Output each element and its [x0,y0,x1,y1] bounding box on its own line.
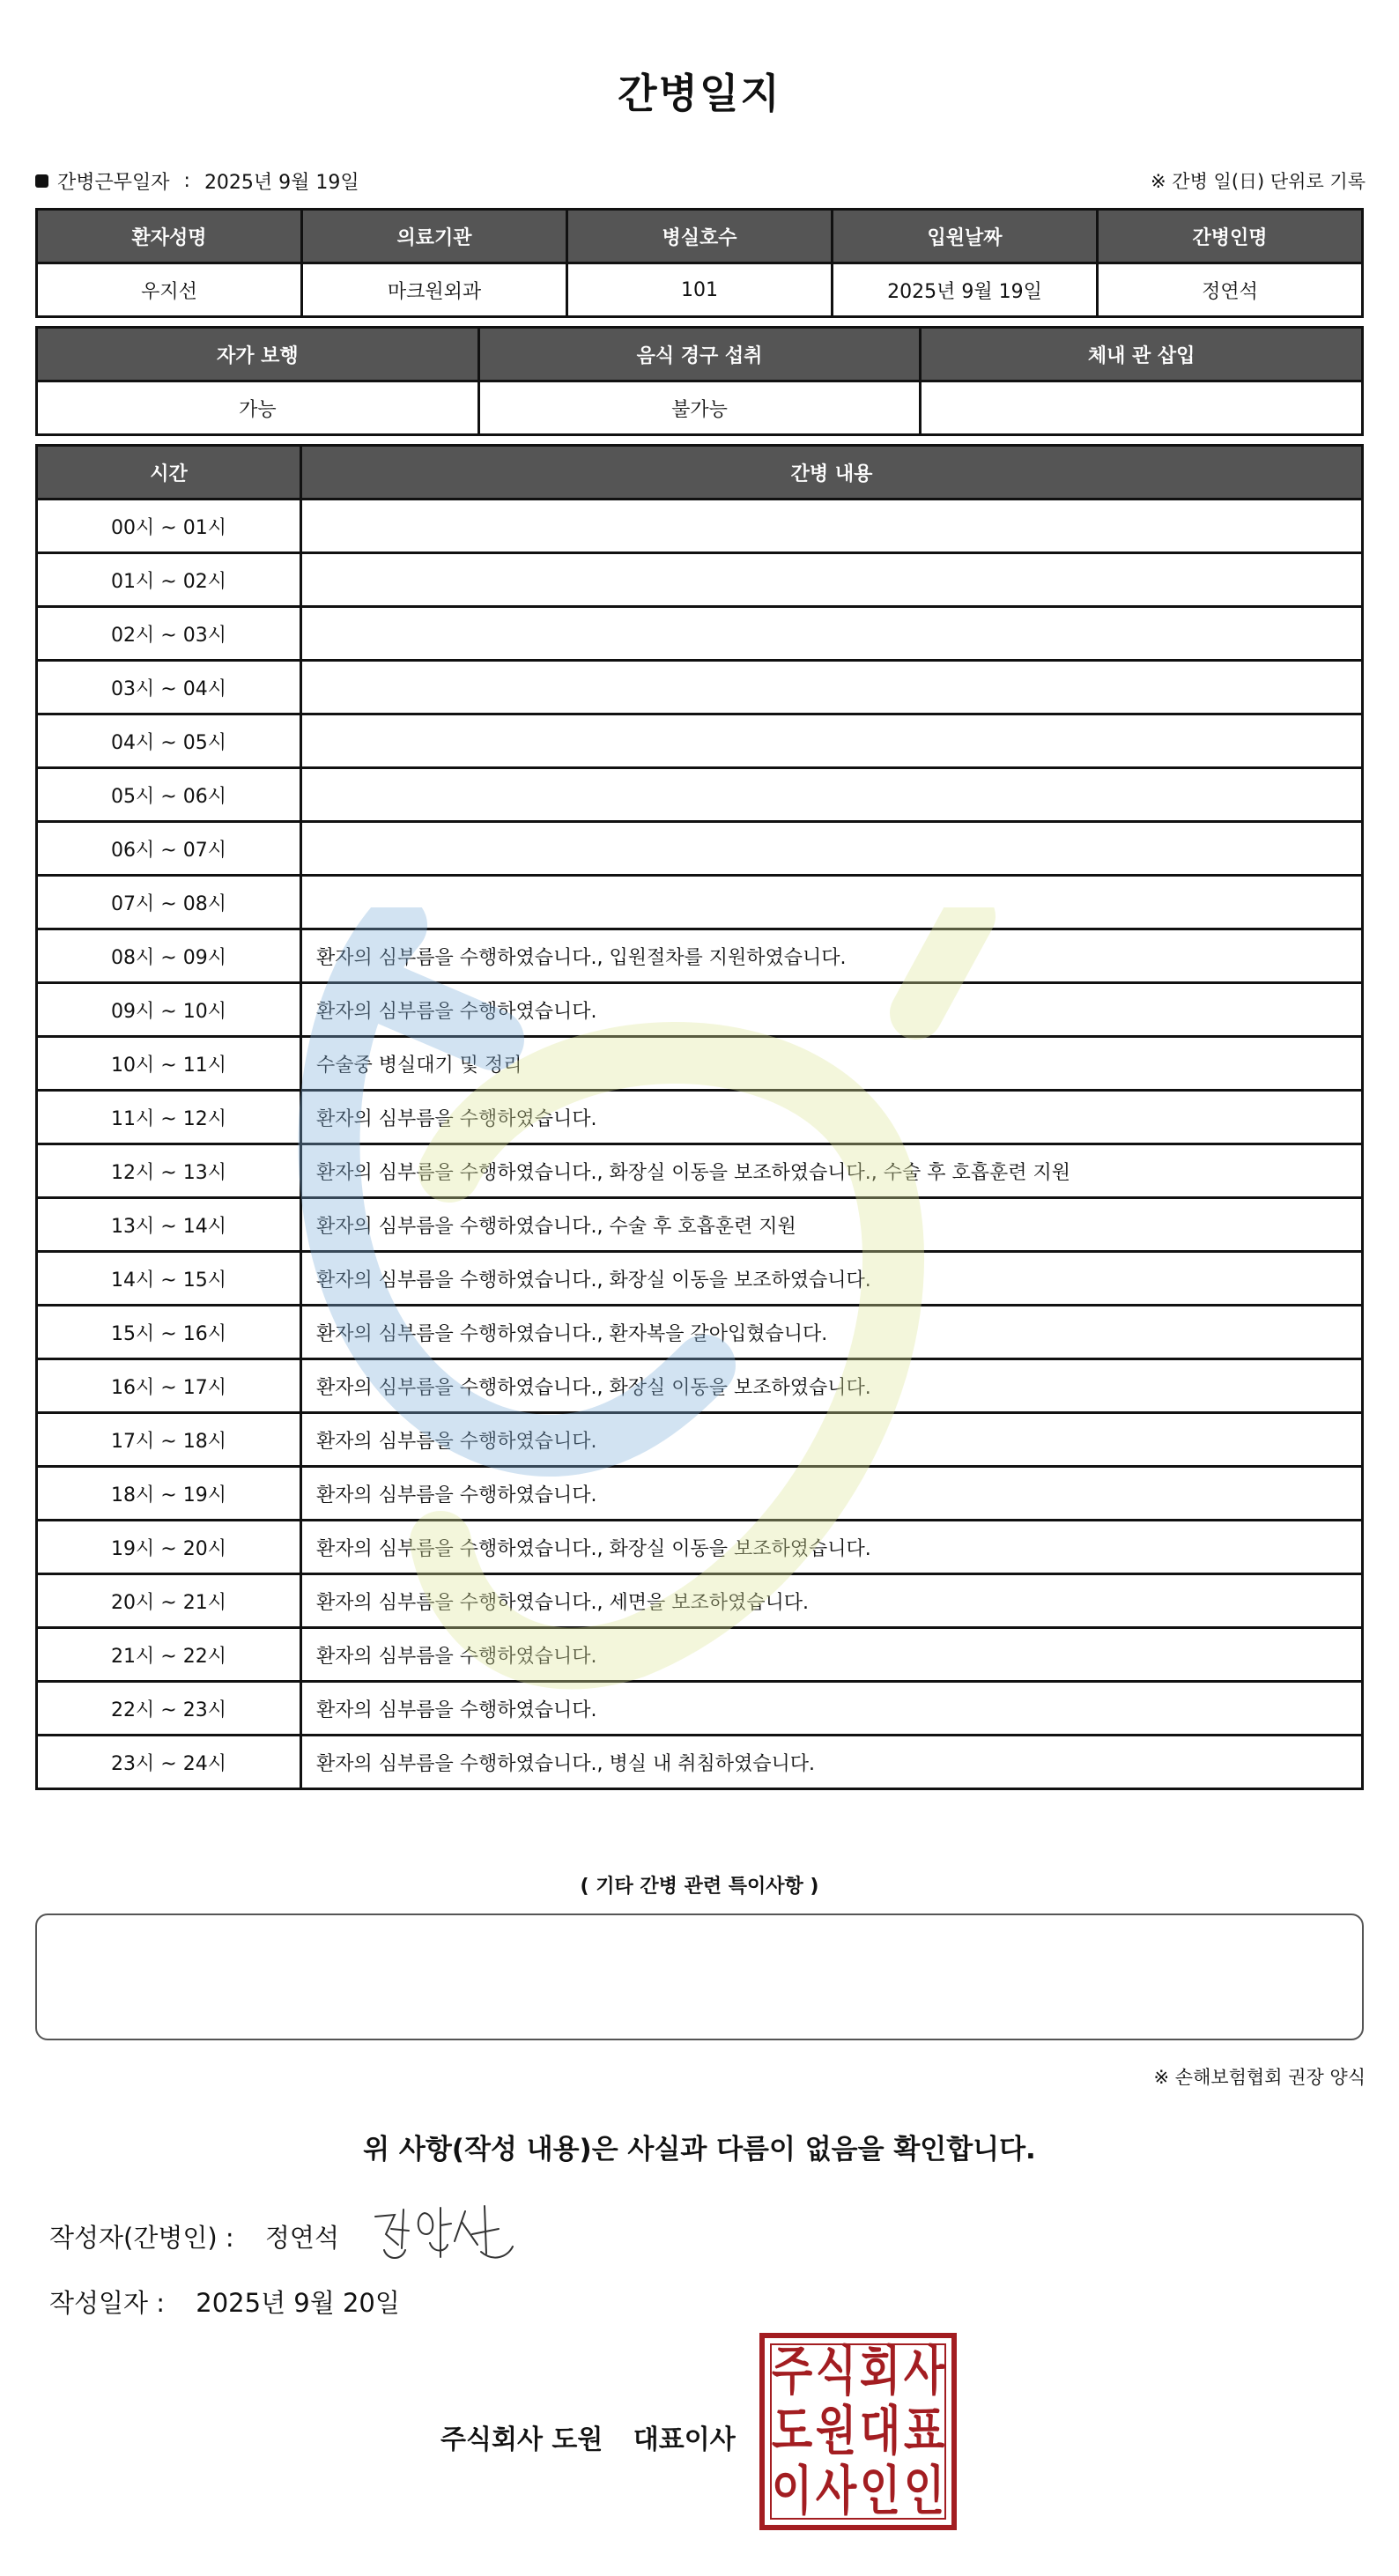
table-row [37,553,1363,607]
content-cell [301,768,1363,822]
content-cell [301,876,1363,929]
write-date-line [49,2284,400,2320]
time-cell: 08시 ~ 09시 [37,929,301,983]
special-notes-title: ( 기타 간병 관련 특이사항 ) [580,1876,819,1898]
table-row [37,768,1363,822]
medical-institution: 마크원외과 [302,263,567,317]
seal-character: 사 [903,2341,945,2402]
write-date-value: 2025년 9월 20일 [196,2288,400,2318]
company-seal-stamp [759,2333,957,2530]
patient-header-cell: 입원날짜 [833,210,1098,263]
patient-header-cell: 의료기관 [302,210,567,263]
patient-status-table [35,326,1364,436]
confirm-statement: 위 사항(작성 내용)은 사실과 다름이 없음을 확인합니다. [363,2134,1036,2165]
special-notes-box [35,1913,1364,2040]
time-cell: 15시 ~ 16시 [37,1306,301,1359]
time-cell: 16시 ~ 17시 [37,1359,301,1413]
patient-value-row [37,263,1363,317]
content-cell: 환자의 심부름을 수행하였습니다., 화장실 이동을 보조하였습니다. [301,1359,1363,1413]
table-row [37,1574,1363,1628]
oral-intake-value: 불가능 [478,381,921,435]
content-cell [301,500,1363,553]
status-header-cell: 음식 경구 섭취 [478,328,921,381]
work-date [35,167,359,195]
patient-header-cell: 간병인명 [1098,210,1363,263]
room-number: 101 [567,263,833,317]
seal-character: 인 [903,2461,945,2522]
table-row [37,1252,1363,1306]
table-row [37,1521,1363,1574]
record-unit-note: ※ 간병 일(日) 단위로 기록 [1151,171,1366,192]
tube-insertion-value [921,381,1363,435]
status-header-cell: 자가 보행 [37,328,479,381]
patient-header-row [37,210,1363,263]
time-cell: 14시 ~ 15시 [37,1252,301,1306]
table-row [37,822,1363,876]
table-row [37,1467,1363,1521]
content-cell: 환자의 심부름을 수행하였습니다. [301,1682,1363,1736]
seal-character: 사 [815,2461,857,2522]
table-row [37,607,1363,661]
content-cell: 환자의 심부름을 수행하였습니다., 환자복을 갈아입혔습니다. [301,1306,1363,1359]
admission-date: 2025년 9월 19일 [833,263,1098,317]
time-cell: 18시 ~ 19시 [37,1467,301,1521]
patient-name: 우지선 [37,263,302,317]
content-cell: 환자의 심부름을 수행하였습니다. [301,1091,1363,1144]
table-row [37,661,1363,714]
write-date-label: 작성일자 : [49,2288,166,2318]
table-row [37,876,1363,929]
content-cell: 환자의 심부름을 수행하였습니다., 세면을 보조하였습니다. [301,1574,1363,1628]
time-cell: 21시 ~ 22시 [37,1628,301,1682]
recommend-note: ※ 손해보험협회 권장 양식 [1153,2067,1366,2088]
writer-name: 정연석 [264,2223,339,2253]
time-cell: 06시 ~ 07시 [37,822,301,876]
content-cell [301,553,1363,607]
time-cell: 20시 ~ 21시 [37,1574,301,1628]
time-cell: 11시 ~ 12시 [37,1091,301,1144]
content-cell: 환자의 심부름을 수행하였습니다., 화장실 이동을 보조하였습니다. [301,1252,1363,1306]
caregiver-name: 정연석 [1098,263,1363,317]
content-cell: 환자의 심부름을 수행하였습니다. [301,983,1363,1037]
status-header-row [37,328,1363,381]
table-row [37,714,1363,768]
table-row [37,1198,1363,1252]
time-cell: 12시 ~ 13시 [37,1144,301,1198]
content-cell: 환자의 심부름을 수행하였습니다., 병실 내 취침하였습니다. [301,1736,1363,1789]
content-cell: 환자의 심부름을 수행하였습니다. [301,1628,1363,1682]
writer-line [49,2218,339,2254]
time-cell: 10시 ~ 11시 [37,1037,301,1091]
seal-character: 회 [859,2341,901,2402]
time-cell: 01시 ~ 02시 [37,553,301,607]
page-title: 간병일지 [618,70,781,117]
table-row [37,1091,1363,1144]
table-row [37,1413,1363,1467]
table-row [37,1628,1363,1682]
square-bullet-icon [35,174,48,188]
time-cell: 05시 ~ 06시 [37,768,301,822]
company-role: 대표이사 [633,2424,736,2455]
work-date-label: 간병근무일자 [57,172,170,194]
seal-character: 도 [771,2401,813,2462]
status-value-row [37,381,1363,435]
time-cell: 22시 ~ 23시 [37,1682,301,1736]
self-walking-value: 가능 [37,381,479,435]
seal-character: 이 [771,2461,813,2522]
seal-character: 원 [815,2401,857,2462]
content-cell: 환자의 심부름을 수행하였습니다. [301,1413,1363,1467]
seal-character: 표 [903,2401,945,2462]
work-date-value: 2025년 9월 19일 [204,172,359,194]
table-row [37,1682,1363,1736]
content-cell [301,714,1363,768]
company-name: 주식회사 도원 [440,2424,603,2455]
table-row [37,1306,1363,1359]
time-cell: 19시 ~ 20시 [37,1521,301,1574]
time-cell: 17시 ~ 18시 [37,1413,301,1467]
content-cell: 환자의 심부름을 수행하였습니다., 수술 후 호흡훈련 지원 [301,1198,1363,1252]
content-cell: 환자의 심부름을 수행하였습니다. [301,1467,1363,1521]
patient-info-table [35,208,1364,318]
time-header: 시간 [37,446,301,500]
content-cell [301,822,1363,876]
table-row [37,1037,1363,1091]
log-header-row [37,446,1363,500]
time-cell: 09시 ~ 10시 [37,983,301,1037]
time-cell: 04시 ~ 05시 [37,714,301,768]
content-cell [301,607,1363,661]
seal-character: 대 [859,2401,901,2462]
company-line [440,2417,736,2456]
table-row [37,1736,1363,1789]
seal-character: 인 [859,2461,901,2522]
patient-header-cell: 병실호수 [567,210,833,263]
table-row [37,983,1363,1037]
seal-characters [770,2342,946,2521]
work-date-separator: : [183,170,190,192]
content-cell: 환자의 심부름을 수행하였습니다., 화장실 이동을 보조하였습니다., 수술 후 호흡훈련 지원 [301,1144,1363,1198]
content-cell: 수술중 병실대기 및 정리 [301,1037,1363,1091]
table-row [37,1144,1363,1198]
seal-character: 주 [771,2341,813,2402]
content-header: 간병 내용 [301,446,1363,500]
patient-header-cell: 환자성명 [37,210,302,263]
time-cell: 13시 ~ 14시 [37,1198,301,1252]
writer-label: 작성자(간병인) : [49,2223,234,2253]
table-row [37,929,1363,983]
content-cell [301,661,1363,714]
time-cell: 02시 ~ 03시 [37,607,301,661]
time-cell: 23시 ~ 24시 [37,1736,301,1789]
signature-image [370,2199,520,2266]
seal-character: 식 [815,2341,857,2402]
care-log-table [35,444,1364,1790]
time-cell: 03시 ~ 04시 [37,661,301,714]
status-header-cell: 체내 관 삽입 [921,328,1363,381]
time-cell: 07시 ~ 08시 [37,876,301,929]
time-cell: 00시 ~ 01시 [37,500,301,553]
content-cell: 환자의 심부름을 수행하였습니다., 입원절차를 지원하였습니다. [301,929,1363,983]
content-cell: 환자의 심부름을 수행하였습니다., 화장실 이동을 보조하였습니다. [301,1521,1363,1574]
table-row [37,1359,1363,1413]
table-row [37,500,1363,553]
